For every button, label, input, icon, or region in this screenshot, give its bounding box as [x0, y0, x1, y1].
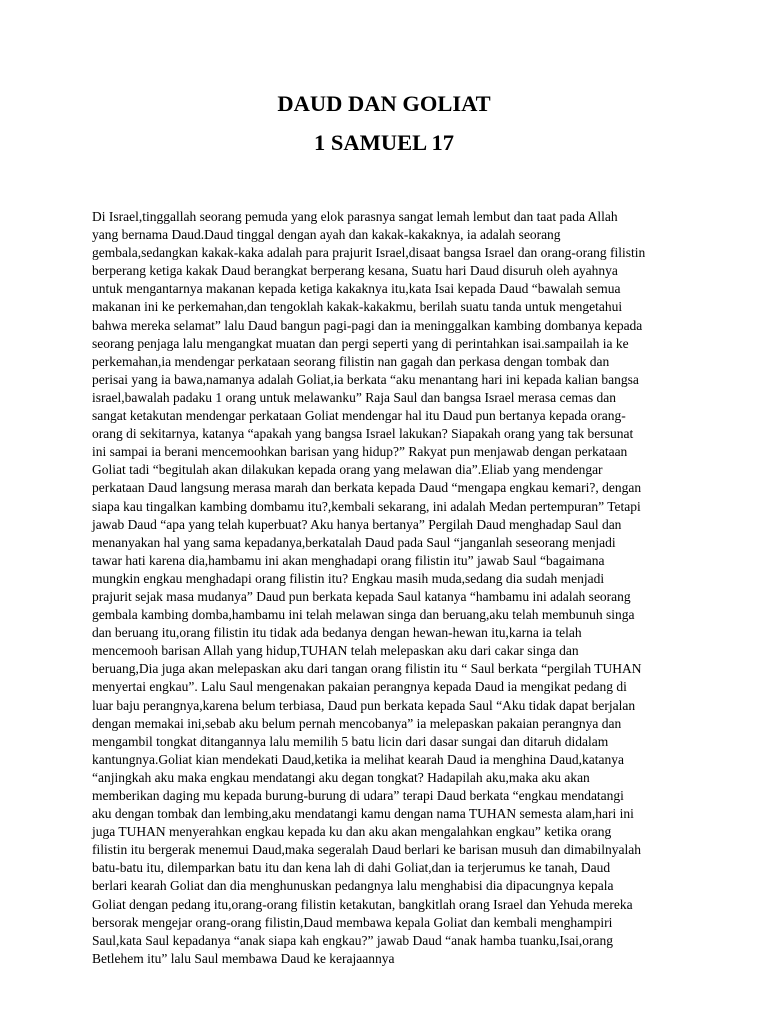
body-line: menyertai engkau”. Lalu Saul mengenakan pakaian perangnya kepada Daud ia mengikat pedang di [92, 679, 627, 695]
body-line: mungkin engkau menghadapi orang filistin itu? Engkau masih muda,sedang dia sudah menjadi [92, 570, 605, 586]
body-line: Saul,kata Saul kepadanya “anak siapa kah engkau?” jawab Daud “anak hamba tuanku,Isai,orang [92, 932, 614, 948]
body-line: jawab Daud “apa yang telah kuperbuat? Aku hanya bertanya” Pergilah Daud menghadap Saul dan [92, 516, 622, 532]
body-line: untuk mengantarnya makanan kepada ketiga kakaknya itu,kata Isai kepada Daud “bawalah semua [92, 281, 621, 297]
body-line: dengan memakai ini,sebab aku belum pernah mencobanya” ia melepaskan pakaian perangnya dan [92, 715, 622, 731]
story-body [92, 208, 692, 968]
body-line: sangat ketakutan mendengar perkataan Goliat mendengar hal itu Daud pun bertanya kepada orang- [92, 408, 626, 424]
body-line: tawar hati karena dia,hambamu ini akan menghadapi orang filistin itu” jawab Saul “bagaimana [92, 552, 605, 568]
body-line: mengambil tongkat ditangannya lalu memilih 5 batu licin dari dasar sungai dan ditaruh didalam [92, 733, 609, 749]
body-line: memberikan daging mu kepada burung-burung di udara” terapi Daud berkata “engkau mendatangi [92, 788, 624, 803]
document-subtitle: 1 SAMUEL 17 [313, 130, 455, 155]
body-line: Goliat dengan pedang itu,orang-orang filistin ketakutan, bangkitlah orang Israel dan Yehuda mereka [92, 896, 633, 912]
body-line: beruang,Dia juga akan melepaskan aku dari tangan orang filistin itu “ Saul berkata “pergilah TUHAN [92, 661, 642, 677]
body-line: gembala kambing domba,hambamu ini telah melawan singa dan beruang,aku telah membunuh singa [92, 607, 635, 623]
body-line: siapa kau tingalkan kambing dombamu itu?,kembali sekarang, ini adalah Medan pertempuran” Tetapi [92, 498, 641, 514]
body-line: ini sampai ia berani mencemoohkan barisan yang hidup?” Rakyat pun menjawab dengan perkataan [92, 444, 628, 460]
body-line: luar baju perangnya,karena belum terbiasa, Daud pun berkata kepada Saul “Aku tidak dapat berjalan [92, 697, 636, 713]
body-line: berperang ketiga kakak Daud berangkat berperang kesana, Suatu hari Daud disuruh oleh ayahnya [92, 263, 618, 279]
body-line: dan beruang itu,orang filistin itu tidak ada bedanya dengan hewan-hewan itu,karna ia telah [92, 625, 582, 641]
body-line: makanan ini ke perkemahan,dan tengoklah kakak-kakakmu, berilah suatu tanda untuk mengetahui [92, 299, 623, 315]
body-line: perisai yang ia bawa,namanya adalah Goliat,ia berkata “aku menantang hari ini kepada kalian bangsa [92, 371, 639, 387]
body-line: Goliat tadi “begitulah akan dilakukan kepada orang yang melawan dia”.Eliab yang mendengar [92, 462, 603, 478]
body-line: kantungnya.Goliat kian mendekati Daud,ketika ia melihat kearah Daud ia menghina Daud,katanya [92, 751, 624, 767]
body-line: bersorak mengejar orang-orang filistin,Daud membawa kepala Goliat dan kembali menghampiri [92, 914, 613, 930]
body-line: perkataan Daud langsung merasa marah dan berkata kepada Daud “mengapa engkau kemari?, dengan [92, 480, 642, 496]
body-line: yang bernama Daud.Daud tinggal dengan ayah dan kakak-kakaknya, ia adalah seorang [92, 227, 561, 243]
body-line: bahwa mereka selamat” lalu Daud bangun pagi-pagi dan ia meninggalkan kambing dombanya kepada [92, 317, 643, 333]
body-line: orang di sekitarnya, katanya “apakah yang bangsa Israel lakukan? Siapakah orang yang tak bersunat [92, 426, 634, 442]
body-line: seorang penjaga lalu mengangkat muatan dan pergi seperti yang di perintahkan isai.sampailah ia ke [92, 335, 629, 351]
body-line: perkemahan,ia mendengar perkataan seorang filistin nan gagah dan perkasa dengan tombak dan [92, 353, 610, 369]
body-line: prajurit sejak masa mudanya” Daud pun berkata kepada Saul katanya “hambamu ini adalah seorang [92, 588, 631, 604]
body-line: israel,bawalah padaku 1 orang untuk melawanku” Raja Saul dan bangsa Israel merasa cemas dan [92, 389, 617, 405]
body-line: berlari kearah Goliat dan dia menghunuskan pedangnya lalu menghabisi dia dipacungnya kepala [92, 878, 614, 894]
body-line: “anjingkah aku maka engkau mendatangi aku degan tongkat? Hadapilah aku,maka aku akan [92, 769, 590, 785]
body-line: Di Israel,tinggallah seorang pemuda yang elok parasnya sangat lemah lembut dan taat pada Allah [92, 209, 618, 224]
body-line: Betlehem itu” lalu Saul membawa Daud ke kerajaannya [92, 950, 395, 966]
document-title: DAUD DAN GOLIAT [277, 91, 491, 116]
body-line: juga TUHAN menyerahkan engkau kepada ku dan aku akan mengalahkan engkau” ketika orang [92, 824, 612, 840]
body-line: batu-batu itu, dilemparkan batu itu dan kena lah di dahi Goliat,dan ia terjerumus ke tanah, Daud [92, 860, 611, 876]
body-line: gembala,sedangkan kakak-kaka adalah para prajurit Israel,disaat bangsa Israel dan orang-orang filistin [92, 245, 646, 261]
body-line: filistin itu bergerak menemui Daud,maka segeralah Daud berlari ke barisan musuh dan dimabilnyalah [92, 842, 641, 858]
body-line: menanyakan hal yang sama kepadanya,berkatalah Daud pada Saul “janganlah seseorang menjadi [92, 534, 616, 550]
body-line: mencemooh barisan Allah yang hidup,TUHAN telah melepaskan aku dari cakar singa dan [92, 643, 579, 659]
body-line: aku dengan tombak dan lembing,aku mendatangi kamu dengan nama TUHAN semesta alam,hari ini [92, 806, 634, 822]
